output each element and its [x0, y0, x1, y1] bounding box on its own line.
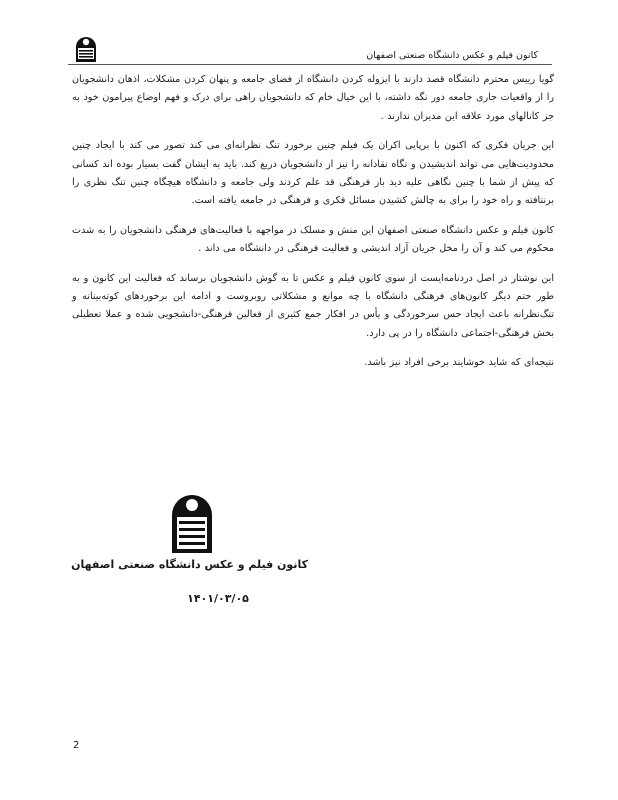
- signature-date: ۱۴۰۱/۰۳/۰۵: [187, 592, 249, 605]
- film-reel-emblem-icon: [74, 36, 98, 62]
- paragraph: گویا رییس محترم دانشگاه قصد دارند با ایزوله کردن دانشگاه از فضای جامعه و پنهان کردن مشکلات، اذهان دانشجویان را از واقعیات جاری جامعه دور نگه داشته، با این خیال خام که دانشجویان راهی برای درک و فهم اوضاع پیرامون خود به جز کانالهای مورد علاقه این مدیران ندارند .: [72, 74, 554, 122]
- header-divider: [68, 64, 552, 65]
- paragraph: این جریان فکری که اکنون با برپایی اکران یک فیلم چنین برخورد تنگ نظرانه‌ای می کند تصور می کند با ایجاد چنین محدودیت‌هایی می تواند اندیشیدن و نگاه نقادانه را نیز از دانشجویان دریغ کند. باید به ایشان گفت بسیار بوده اند کسانی که پیش از شما با چنین نگاهی علیه دید باز فرهنگی قد علم کردند ولی جامعه و دانشگاه هیچگاه چنین تنگ نظری را برنتافته و راه خود را برای به چالش کشیدن مسائل فکری و فرهنگی در جامعه یافته است.: [72, 140, 554, 207]
- letter-body: [72, 71, 554, 384]
- paragraph: نتیجه‌ای که شاید خوشایند برخی افراد نیز باشد.: [364, 357, 554, 369]
- paragraph: کانون فیلم و عکس دانشگاه صنعتی اصفهان این منش و مسلک در مواجهه با فعالیت‌های فرهنگی دانشجویان را به شدت محکوم می کند و آن را مخل جریان آزاد اندیشی و فعالیت فرهنگی در دانشگاه می داند .: [72, 224, 554, 255]
- film-reel-emblem-icon: [170, 493, 214, 553]
- page-number: 2: [73, 740, 80, 751]
- header-title: کانون فیلم و عکس دانشگاه صنعتی اصفهان: [366, 50, 538, 61]
- paragraph: این نوشتار در اصل دردنامه‌ایست از سوی کانون فیلم و عکس تا به گوش دانشجویان برساند که فعالیت این کانون و به طور حتم دیگر کانون‌های فرهنگی دانشگاه با چه موانع و مشکلاتی روبروست و ادامه این برخوردهای کوته‌بینانه و تنگ‌نظرانه باعث ایجاد حس سرخوردگی و یأس در افکار جمع کثیری از فعالین فرهنگی-دانشجویی شده و عملا تعطیلی بخش فرهنگی-اجتماعی دانشگاه را در پی دارد.: [72, 272, 554, 339]
- signature-organization: کانون فیلم و عکس دانشگاه صنعتی اصفهان: [71, 558, 308, 571]
